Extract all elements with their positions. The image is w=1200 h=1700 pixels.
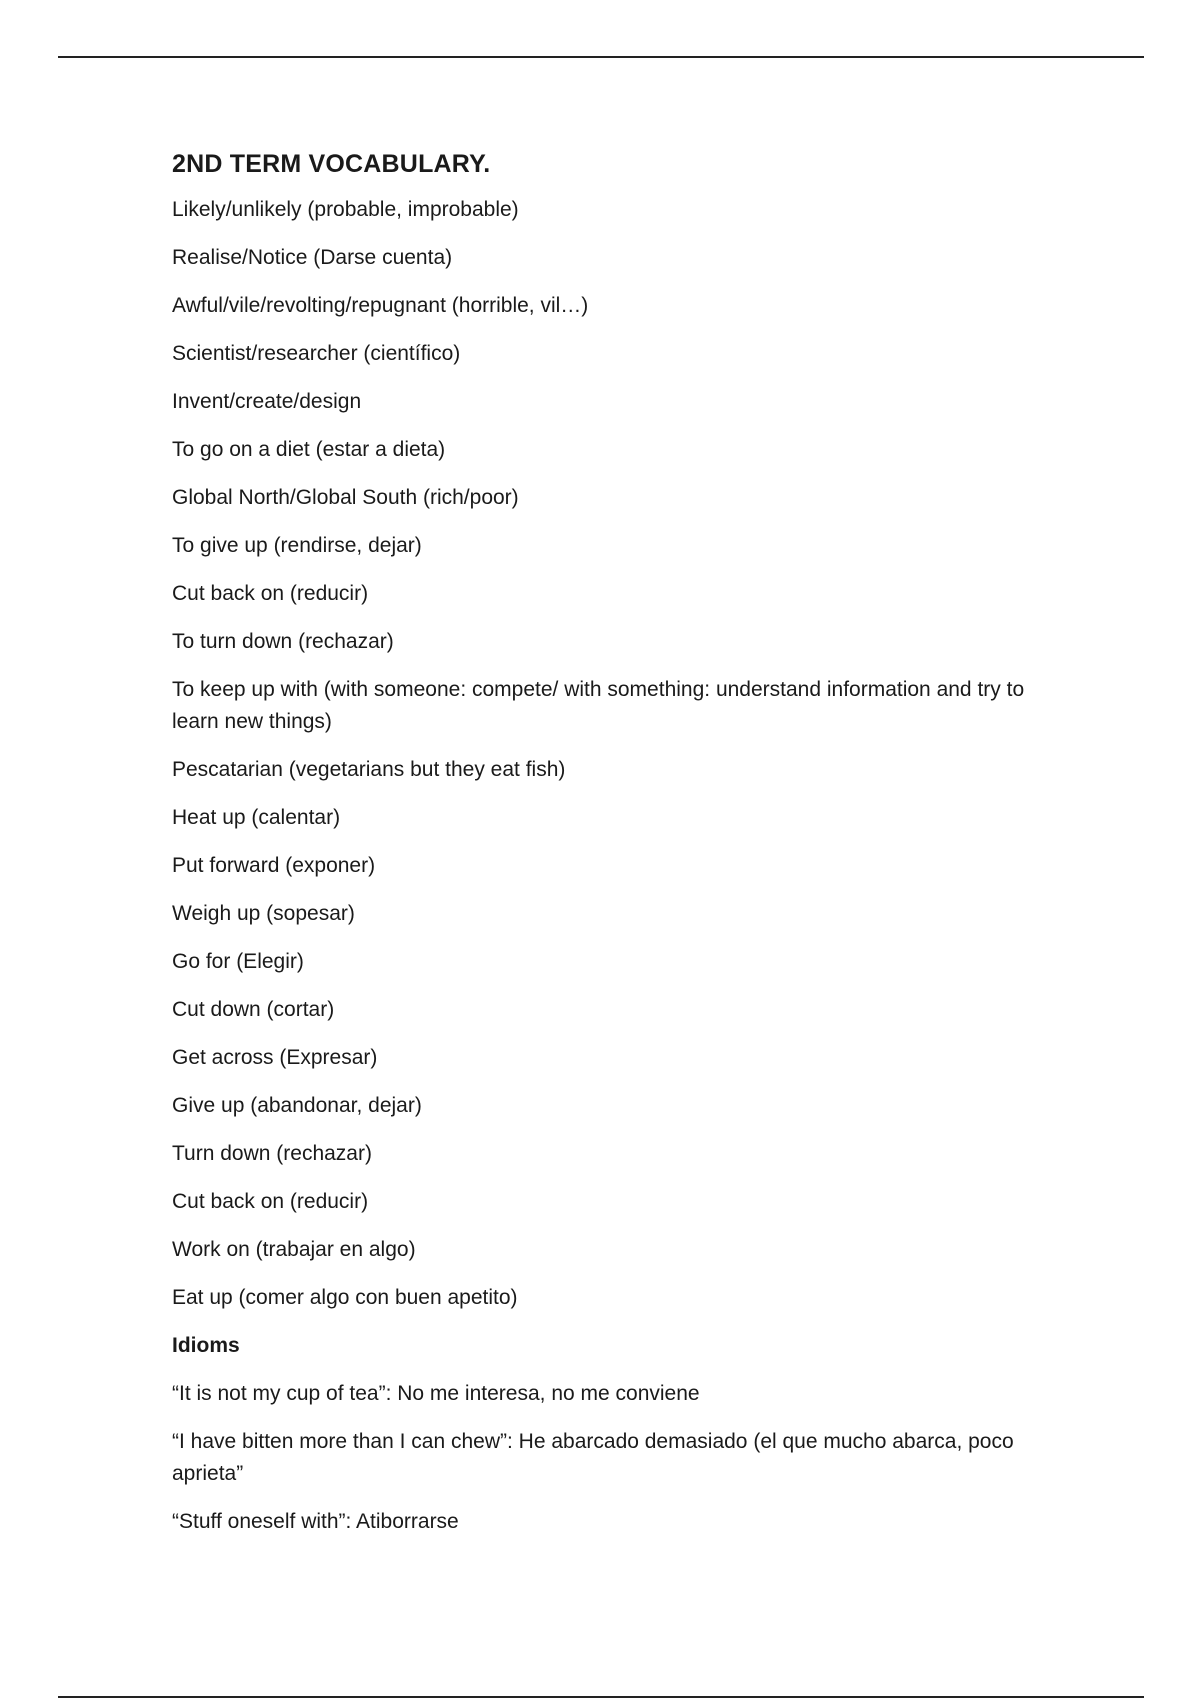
vocab-entry: Eat up (comer algo con buen apetito) bbox=[172, 1286, 518, 1309]
vocab-entry: Turn down (rechazar) bbox=[172, 1142, 372, 1165]
vocab-entry: Realise/Notice (Darse cuenta) bbox=[172, 246, 453, 269]
idiom-entry: “I have bitten more than I can chew”: He abarcado demasiado (el que mucho abarca, poco aprieta” bbox=[172, 1430, 1014, 1485]
vocab-entry: Likely/unlikely (probable, improbable) bbox=[172, 198, 519, 221]
vocab-entry: To keep up with (with someone: compete/ with something: understand information and try to learn new things) bbox=[172, 678, 1025, 733]
vocab-entry: Invent/create/design bbox=[172, 390, 362, 413]
vocab-entry: To give up (rendirse, dejar) bbox=[172, 534, 422, 557]
vocab-entry: Global North/Global South (rich/poor) bbox=[172, 486, 519, 509]
vocab-entry: Heat up (calentar) bbox=[172, 806, 341, 829]
vocab-entry: To go on a diet (estar a dieta) bbox=[172, 438, 446, 461]
vocab-entry: Go for (Elegir) bbox=[172, 950, 304, 973]
footer-rule bbox=[58, 1696, 1144, 1698]
document-body bbox=[172, 148, 1032, 1554]
vocab-entry: Pescatarian (vegetarians but they eat fish) bbox=[172, 758, 566, 781]
vocab-entry: Get across (Expresar) bbox=[172, 1046, 378, 1069]
vocab-entry: Put forward (exponer) bbox=[172, 854, 376, 877]
vocab-entry: Scientist/researcher (científico) bbox=[172, 342, 461, 365]
vocab-entry: Work on (trabajar en algo) bbox=[172, 1238, 416, 1261]
idioms-heading: Idioms bbox=[172, 1334, 240, 1357]
vocab-entry: Cut back on (reducir) bbox=[172, 1190, 369, 1213]
idiom-entry: “Stuff oneself with”: Atiborrarse bbox=[172, 1510, 459, 1533]
vocab-entry: Awful/vile/revolting/repugnant (horrible, vil…) bbox=[172, 294, 589, 317]
vocab-entry: Weigh up (sopesar) bbox=[172, 902, 355, 925]
vocab-entry: To turn down (rechazar) bbox=[172, 630, 394, 653]
idiom-entry: “It is not my cup of tea”: No me interesa, no me conviene bbox=[172, 1382, 700, 1405]
vocab-entry: Cut down (cortar) bbox=[172, 998, 335, 1021]
vocab-entry: Give up (abandonar, dejar) bbox=[172, 1094, 422, 1117]
page-title: 2ND TERM VOCABULARY. bbox=[172, 150, 491, 178]
vocab-entry: Cut back on (reducir) bbox=[172, 582, 369, 605]
header-rule bbox=[58, 56, 1144, 58]
